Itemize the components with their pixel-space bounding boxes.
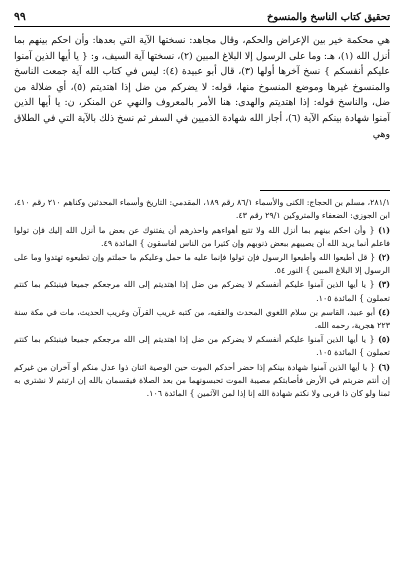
footnote-number: (٣): [378, 279, 390, 290]
footnote-item: [14, 251, 390, 277]
footnote-text: أبو عبيد، القاسم بن سلام اللغوي المحدث والفقيه، من كتبه غريب القرآن وغريب الحديث، مات في مكة سنة ٢٢٣ هجرية، رحمه الله.: [14, 307, 390, 330]
footnote-item: [14, 278, 390, 304]
footnote-item: [14, 333, 390, 359]
body-paragraph: هي محكمة خير بين الإعراض والحكم، وقال مجاهد: نسختها الآية التي بعدها: وأن احكم بينهم بما أنزل الله (١)، هـ: وما على الرسول إلا البلاغ المبين (٢)، نسختها آية السيف، و: { يا أيها الذين آمنوا عليكم أنفسكم } نسخ آخرها أولها (٣)، قال أبو عبيدة (٤): ليس في كتاب الله آية جمعت الناسخ والمنسوخ غيرها وموضع المنسوخ منها، قوله: لا يضركم من ضل إذا اهتديتم (٥)، أي ضلالة من ضل، والناسخ قوله: إذا اهتديتم والهدى: هنا الأمر بالمعروف والنهي عن المنكر، ن: يا أيها الذين آمنوا شهادة بينكم الآية (٦)، أجاز الله شهادة الذميين في السفر ثم نسخ ذلك بالآية التي في الطلاق وهي: [14, 35, 390, 140]
footnote-number: (٦): [378, 361, 390, 372]
footnote-text: { قل أطيعوا الله وأطيعوا الرسول فإن تولوا فإنما عليه ما حمل وعليكم ما حملتم وإن تطيعوه تهتدوا وما على الرسول إلا البلاغ المبين } النور ٥٤.: [14, 252, 390, 276]
footnote-number: (١): [378, 224, 391, 235]
footnote-number: (٢): [378, 251, 390, 262]
footnote-number: (٥): [378, 334, 390, 345]
footnote-text: { يا أيها الذين آمنوا عليكم أنفسكم لا يضركم من ضل إذا اهتديتم إلى الله مرجعكم جميعا فينبئكم بما كنتم تعملون } المائدة ١٠٥.: [14, 335, 390, 358]
footnote-item: [14, 224, 390, 250]
footnote-text: { يا أيها الذين آمنوا شهادة بينكم إذا حضر أحدكم الموت حين الوصية اثنان ذوا عدل منكم أو آخران من غيركم إن أنتم ضربتم في الأرض فأصابتكم مصيبة الموت تحبسونهما من بعد الصلاة فيقسمان بالله إن ارتبتم لا نشتري به ثمنا ولو كان ذا قربى ولا نكتم شهادة الله إنا إذا لمن الآثمين } المائدة ١٠٦.: [14, 362, 390, 398]
running-header: [14, 10, 390, 27]
footnote-number: (٤): [378, 306, 390, 317]
running-title: تحقيق كتاب الناسخ والمنسوخ: [266, 12, 390, 23]
footnote-text: { يا أيها الذين آمنوا عليكم أنفسكم لا يضركم من ضل إذا اهتديتم إلى الله مرجعكم جميعا فينبئكم بما كنتم تعملون } المائدة ١٠٥.: [14, 280, 390, 303]
footnotes: [14, 196, 390, 400]
main-text: [14, 33, 390, 142]
footnote-item: [14, 361, 390, 401]
footnote-item: [14, 306, 390, 332]
footnote-text: ٢٨١/١، مسلم بن الحجاج: الكنى والأسماء ٨٦/١ رقم ١٨٩، المقدمي: التاريخ وأسماء المحدثين وكناهم ٢١٠ رقم ٤١٠، ابن الجوزي: الضعفاء والمتروكين ٢٩/١ رقم ٤٣.: [14, 198, 391, 221]
footnote-separator: [260, 190, 390, 191]
footnote-item: [14, 196, 390, 222]
footnote-text: { وأن احكم بينهم بما أنزل الله ولا تتبع أهواءهم واحذرهم أن يفتنوك عن بعض ما أنزل الله إليك فإن تولوا فاعلم أنما يريد الله أن يصيبهم ببعض ذنوبهم وإن كثيرا من الناس لفاسقون } المائدة ٤٩.: [14, 225, 390, 248]
page-number: ٩٩: [14, 10, 26, 23]
